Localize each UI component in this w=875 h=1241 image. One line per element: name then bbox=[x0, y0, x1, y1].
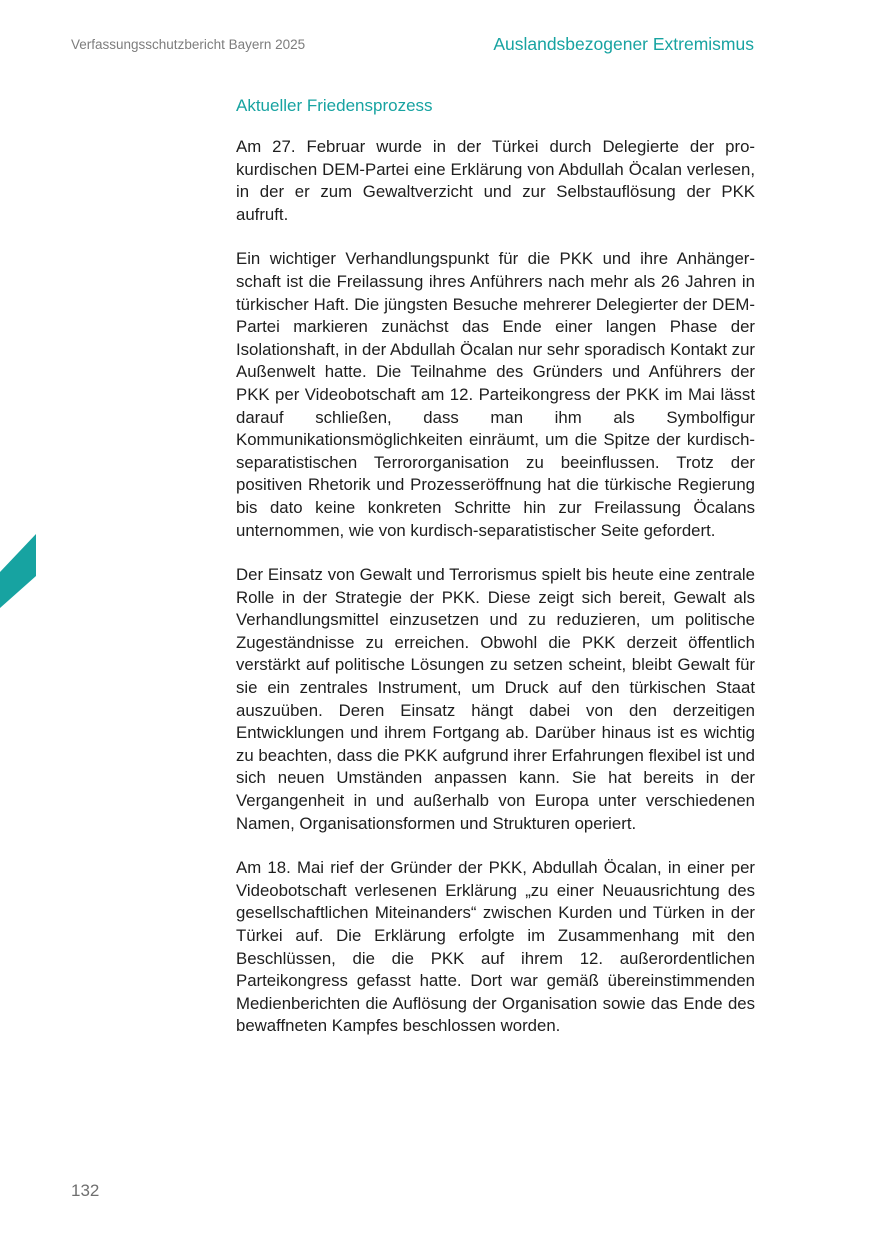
page-number: 132 bbox=[71, 1181, 100, 1200]
chapter-tab-marker bbox=[0, 534, 36, 608]
main-content bbox=[236, 96, 755, 1060]
running-header-publication: Verfassungsschutzbericht Bayern 2025 bbox=[71, 37, 306, 52]
paragraph-1: Am 27. Februar wurde in der Türkei durch Delegierte der pro-kurdischen DEM-Partei eine Erklärung von Abdullah Öcalan verlesen, in der er zum Gewaltverzicht und zur Selbstauflösung der PKK aufruft. bbox=[236, 137, 755, 224]
section-title: Aktueller Friedensprozess bbox=[236, 96, 433, 115]
paragraph-2: Ein wichtiger Verhandlungspunkt für die PKK und ihre Anhängerschaft ist die Freilassung ihres Anführers nach mehr als 26 Jahren in türkischer Haft. Die jüngsten Besuche mehrerer Delegierter der DEM-Partei markieren zunächst das Ende einer langen Phase der Isolationshaft, in der Abdullah Öcalan nur sehr sporadisch Kontakt zur Außenwelt hatte. Die Teilnahme des Gründers und Anführers der PKK per Videobotschaft am 12. Parteikongress der PKK im Mai lässt darauf schließen, dass man ihm als Symbolfigur Kommunikationsmöglichkeiten einräumt, um die Spitze der kurdisch-separatistischen Terrororganisation zu beeinflussen. Trotz der positiven Rhetorik und Prozesseröffnung hat die türkische Regierung bis dato keine konkreten Schritte hin zur Freilassung Öcalans unternommen, wie von kurdisch-separatistischer Seite gefordert. bbox=[236, 249, 755, 540]
paragraph-4: Am 18. Mai rief der Gründer der PKK, Abdullah Öcalan, in einer per Videobotschaft verlesenen Erklärung „zu einer Neuausrichtung des gesellschaftlichen Miteinanders“ zwischen Kurden und Türken in der Türkei auf. Die Erklärung erfolgte im Zusammenhang mit den Beschlüssen, die die PKK auf ihrem 12. außerordentlichen Parteikongress gefasst hatte. Dort war gemäß übereinstimmenden Medienberichten die Auflösung der Organisation sowie das Ende des bewaffneten Kampfes beschlossen worden. bbox=[236, 858, 755, 1036]
paragraph-3: Der Einsatz von Gewalt und Terrorismus spielt bis heute eine zentrale Rolle in der Strategie der PKK. Diese zeigt sich bereit, Gewalt als Verhandlungsmittel einzusetzen und zu reduzieren, um politische Zugeständnisse zu erreichen. Obwohl die PKK derzeit öffentlich verstärkt auf politische Lösungen zu setzen scheint, bleibt Gewalt für sie ein zentrales Instrument, um Druck auf den türkischen Staat auszuüben. Deren Einsatz hängt dabei von den derzeitigen Entwicklungen und ihrem Fortgang ab. Darüber hinaus ist es wichtig zu beachten, dass die PKK aufgrund ihrer Erfahrungen flexibel ist und sich neuen Umständen anpassen kann. Sie hat bereits in der Vergangenheit in und außerhalb von Europa unter verschiedenen Namen, Organisationsformen und Strukturen operiert. bbox=[236, 565, 755, 833]
running-header-chapter: Auslandsbezogener Extremismus bbox=[493, 34, 754, 54]
